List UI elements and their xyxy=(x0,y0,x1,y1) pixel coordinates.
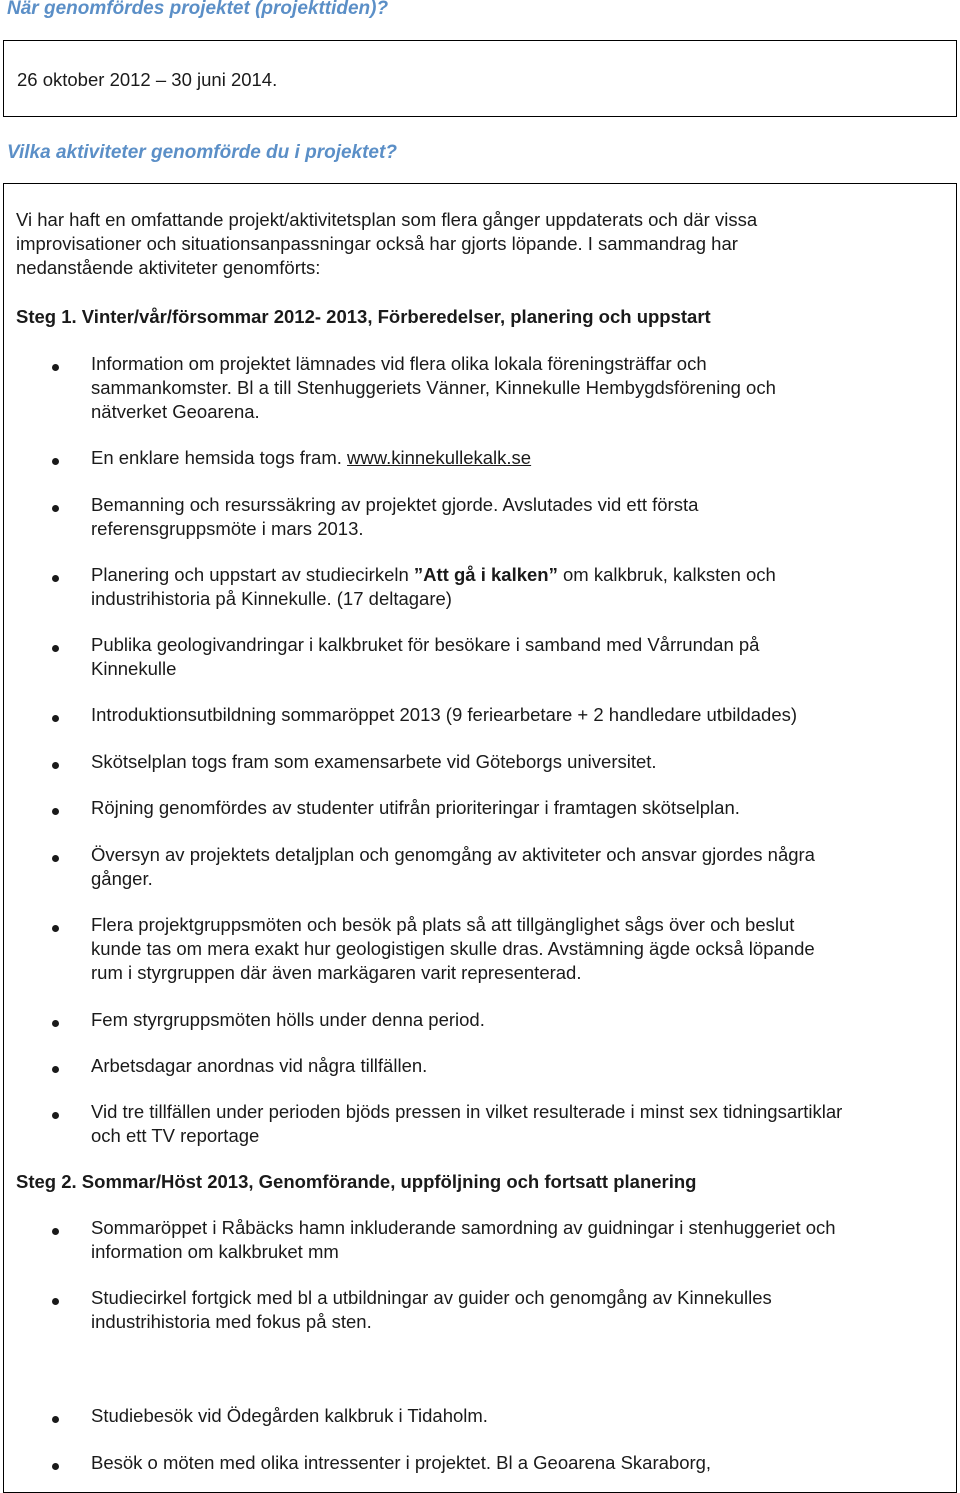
bullet-icon xyxy=(52,808,59,815)
list-item: Arbetsdagar anordnas vid några tillfällen. xyxy=(91,1055,428,1076)
intro-line-3: nedanstående aktiviteter genomförts: xyxy=(16,257,321,278)
list-item: Fem styrgruppsmöten hölls under denna period. xyxy=(91,1009,485,1030)
list-item: Besök o möten med olika intressenter i projektet. Bl a Geoarena Skaraborg, xyxy=(91,1452,712,1473)
list-item: Introduktionsutbildning sommaröppet 2013 (9 feriearbetare + 2 handledare utbildades) xyxy=(91,704,798,725)
bullet-icon xyxy=(52,715,59,722)
question-project-period: När genomfördes projektet (projekttiden)? xyxy=(7,0,389,19)
steg2-heading: Steg 2. Sommar/Höst 2013, Genomförande, uppföljning och fortsatt planering xyxy=(16,1171,697,1192)
list-item: Publika geologivandringar i kalkbruket för besökare i samband med Vårrundan på Kinnekulle xyxy=(91,634,760,679)
list-item: Skötselplan togs fram som examensarbete vid Göteborgs universitet. xyxy=(91,751,657,772)
bullet-icon xyxy=(52,1112,59,1119)
bullet-icon xyxy=(52,1463,59,1470)
project-period-text: 26 oktober 2012 – 30 juni 2014. xyxy=(17,69,278,90)
intro-line-1: Vi har haft en omfattande projekt/aktivitetsplan som flera gånger uppdaterats och där vissa xyxy=(16,209,758,230)
bullet-icon xyxy=(52,855,59,862)
bullet-icon xyxy=(52,762,59,769)
bullet-icon xyxy=(52,505,59,512)
list-item: Planering och uppstart av studiecirkeln ”Att gå i kalken” om kalkbruk, kalksten och industrihistoria på Kinnekulle. (17 deltagare) xyxy=(91,564,776,609)
steg1-heading: Steg 1. Vinter/vår/försommar 2012- 2013, Förberedelser, planering och uppstart xyxy=(16,306,711,327)
list-item: Röjning genomfördes av studenter utifrån prioriteringar i framtagen skötselplan. xyxy=(91,797,740,818)
list-item: Bemanning och resurssäkring av projektet gjorde. Avslutades vid ett första referensgruppsmöte i mars 2013. xyxy=(91,494,699,539)
bullet-icon xyxy=(52,925,59,932)
list-item: Sommaröppet i Råbäcks hamn inkluderande samordning av guidningar i stenhuggeriet och information om kalkbruket mm xyxy=(91,1217,836,1262)
list-item: En enklare hemsida togs fram. www.kinnekullekalk.se xyxy=(91,447,532,468)
study-circle-name: ”Att gå i kalken” xyxy=(413,564,558,585)
bullet-icon xyxy=(52,645,59,652)
list-item: Studiebesök vid Ödegården kalkbruk i Tidaholm. xyxy=(91,1405,488,1426)
answer-box-period xyxy=(3,40,957,117)
bullet-icon xyxy=(52,1066,59,1073)
bullet-icon xyxy=(52,1228,59,1235)
list-item: Vid tre tillfällen under perioden bjöds pressen in vilket resulterade i minst sex tidningsartiklar och ett TV reportage xyxy=(91,1101,843,1146)
bullet-icon xyxy=(52,1298,59,1305)
bullet-icon xyxy=(52,575,59,582)
bullet-icon xyxy=(52,364,59,371)
list-item: Studiecirkel fortgick med bl a utbildningar av guider och genomgång av Kinnekulles industrihistoria med fokus på sten. xyxy=(91,1287,772,1332)
bullet-icon xyxy=(52,458,59,465)
list-item: Information om projektet lämnades vid flera olika lokala föreningsträffar och sammankomster. Bl a till Stenhuggeriets Vänner, Kinnekulle Hembygdsförening och nätverket Geoarena. xyxy=(91,353,776,422)
website-link[interactable]: www.kinnekullekalk.se xyxy=(347,447,532,468)
bullet-icon xyxy=(52,1020,59,1027)
bullet-icon xyxy=(52,1416,59,1423)
intro-line-2: improvisationer och situationsanpassningar också har gjorts löpande. I sammandrag har xyxy=(16,233,738,254)
list-item: Översyn av projektets detaljplan och genomgång av aktiviteter och ansvar gjordes några gånger. xyxy=(91,844,815,889)
question-activities: Vilka aktiviteter genomförde du i projektet? xyxy=(7,142,397,163)
list-item: Flera projektgruppsmöten och besök på plats så att tillgänglighet sågs över och beslut kunde tas om mera exakt hur geologistigen skulle dras. Avstämning ägde också löpande rum i styrgruppen där även markägaren varit representerad. xyxy=(91,914,815,983)
